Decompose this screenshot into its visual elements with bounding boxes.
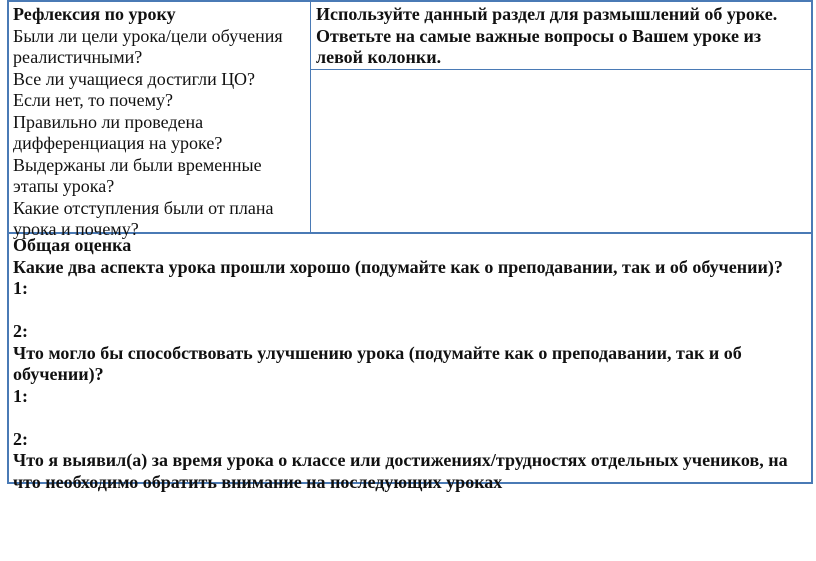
- question-two-cont: обучении)?: [13, 364, 104, 384]
- blank-line: [13, 407, 809, 429]
- reflection-questions-cell: [13, 4, 305, 241]
- question-three: Что я выявил(а) за время урока о классе или достижениях/трудностях отдельных учеников, на: [13, 450, 788, 470]
- question-three-cont: что необходимо обратить внимание на последующих уроках: [13, 471, 503, 492]
- question-one-item-2: 2:: [13, 321, 28, 341]
- question-two-item-2: 2:: [13, 428, 28, 449]
- reflection-line: этапы урока?: [13, 176, 115, 196]
- question-two: Что могло бы способствовать улучшению урока (подумайте как о преподавании, так и об: [13, 342, 742, 363]
- column-divider: [310, 2, 311, 232]
- reflection-table: [7, 0, 813, 492]
- instruction-line: Используйте данный раздел для размышлений об уроке.: [316, 4, 778, 24]
- instruction-line: левой колонки.: [316, 47, 442, 67]
- reflection-line: Выдержаны ли были временные: [13, 154, 262, 175]
- blank-line: [13, 300, 809, 322]
- instruction-cell: [316, 4, 810, 69]
- reflection-line: реалистичными?: [13, 47, 143, 67]
- reflection-line: Все ли учащиеся достигли ЦО?: [13, 68, 255, 89]
- question-one-item-1: 1:: [13, 278, 28, 298]
- reflection-line: Какие отступления были от плана: [13, 197, 274, 218]
- right-row-divider: [311, 69, 813, 70]
- summary-cell: [13, 235, 809, 493]
- reflection-line: урока и почему?: [13, 219, 139, 239]
- instruction-line: Ответьте на самые важные вопросы о Вашем уроке из: [316, 25, 762, 46]
- reflection-title: Рефлексия по уроку: [13, 4, 176, 24]
- reflection-line: Были ли цели урока/цели обучения: [13, 25, 283, 46]
- question-one: Какие два аспекта урока прошли хорошо (подумайте как о преподавании, так и об обучении)?: [13, 256, 783, 277]
- summary-title: Общая оценка: [13, 235, 132, 255]
- reflection-line: дифференциация на уроке?: [13, 133, 223, 153]
- reflection-line: Правильно ли проведена: [13, 111, 204, 132]
- reflection-line: Если нет, то почему?: [13, 90, 173, 110]
- question-two-item-1: 1:: [13, 385, 28, 406]
